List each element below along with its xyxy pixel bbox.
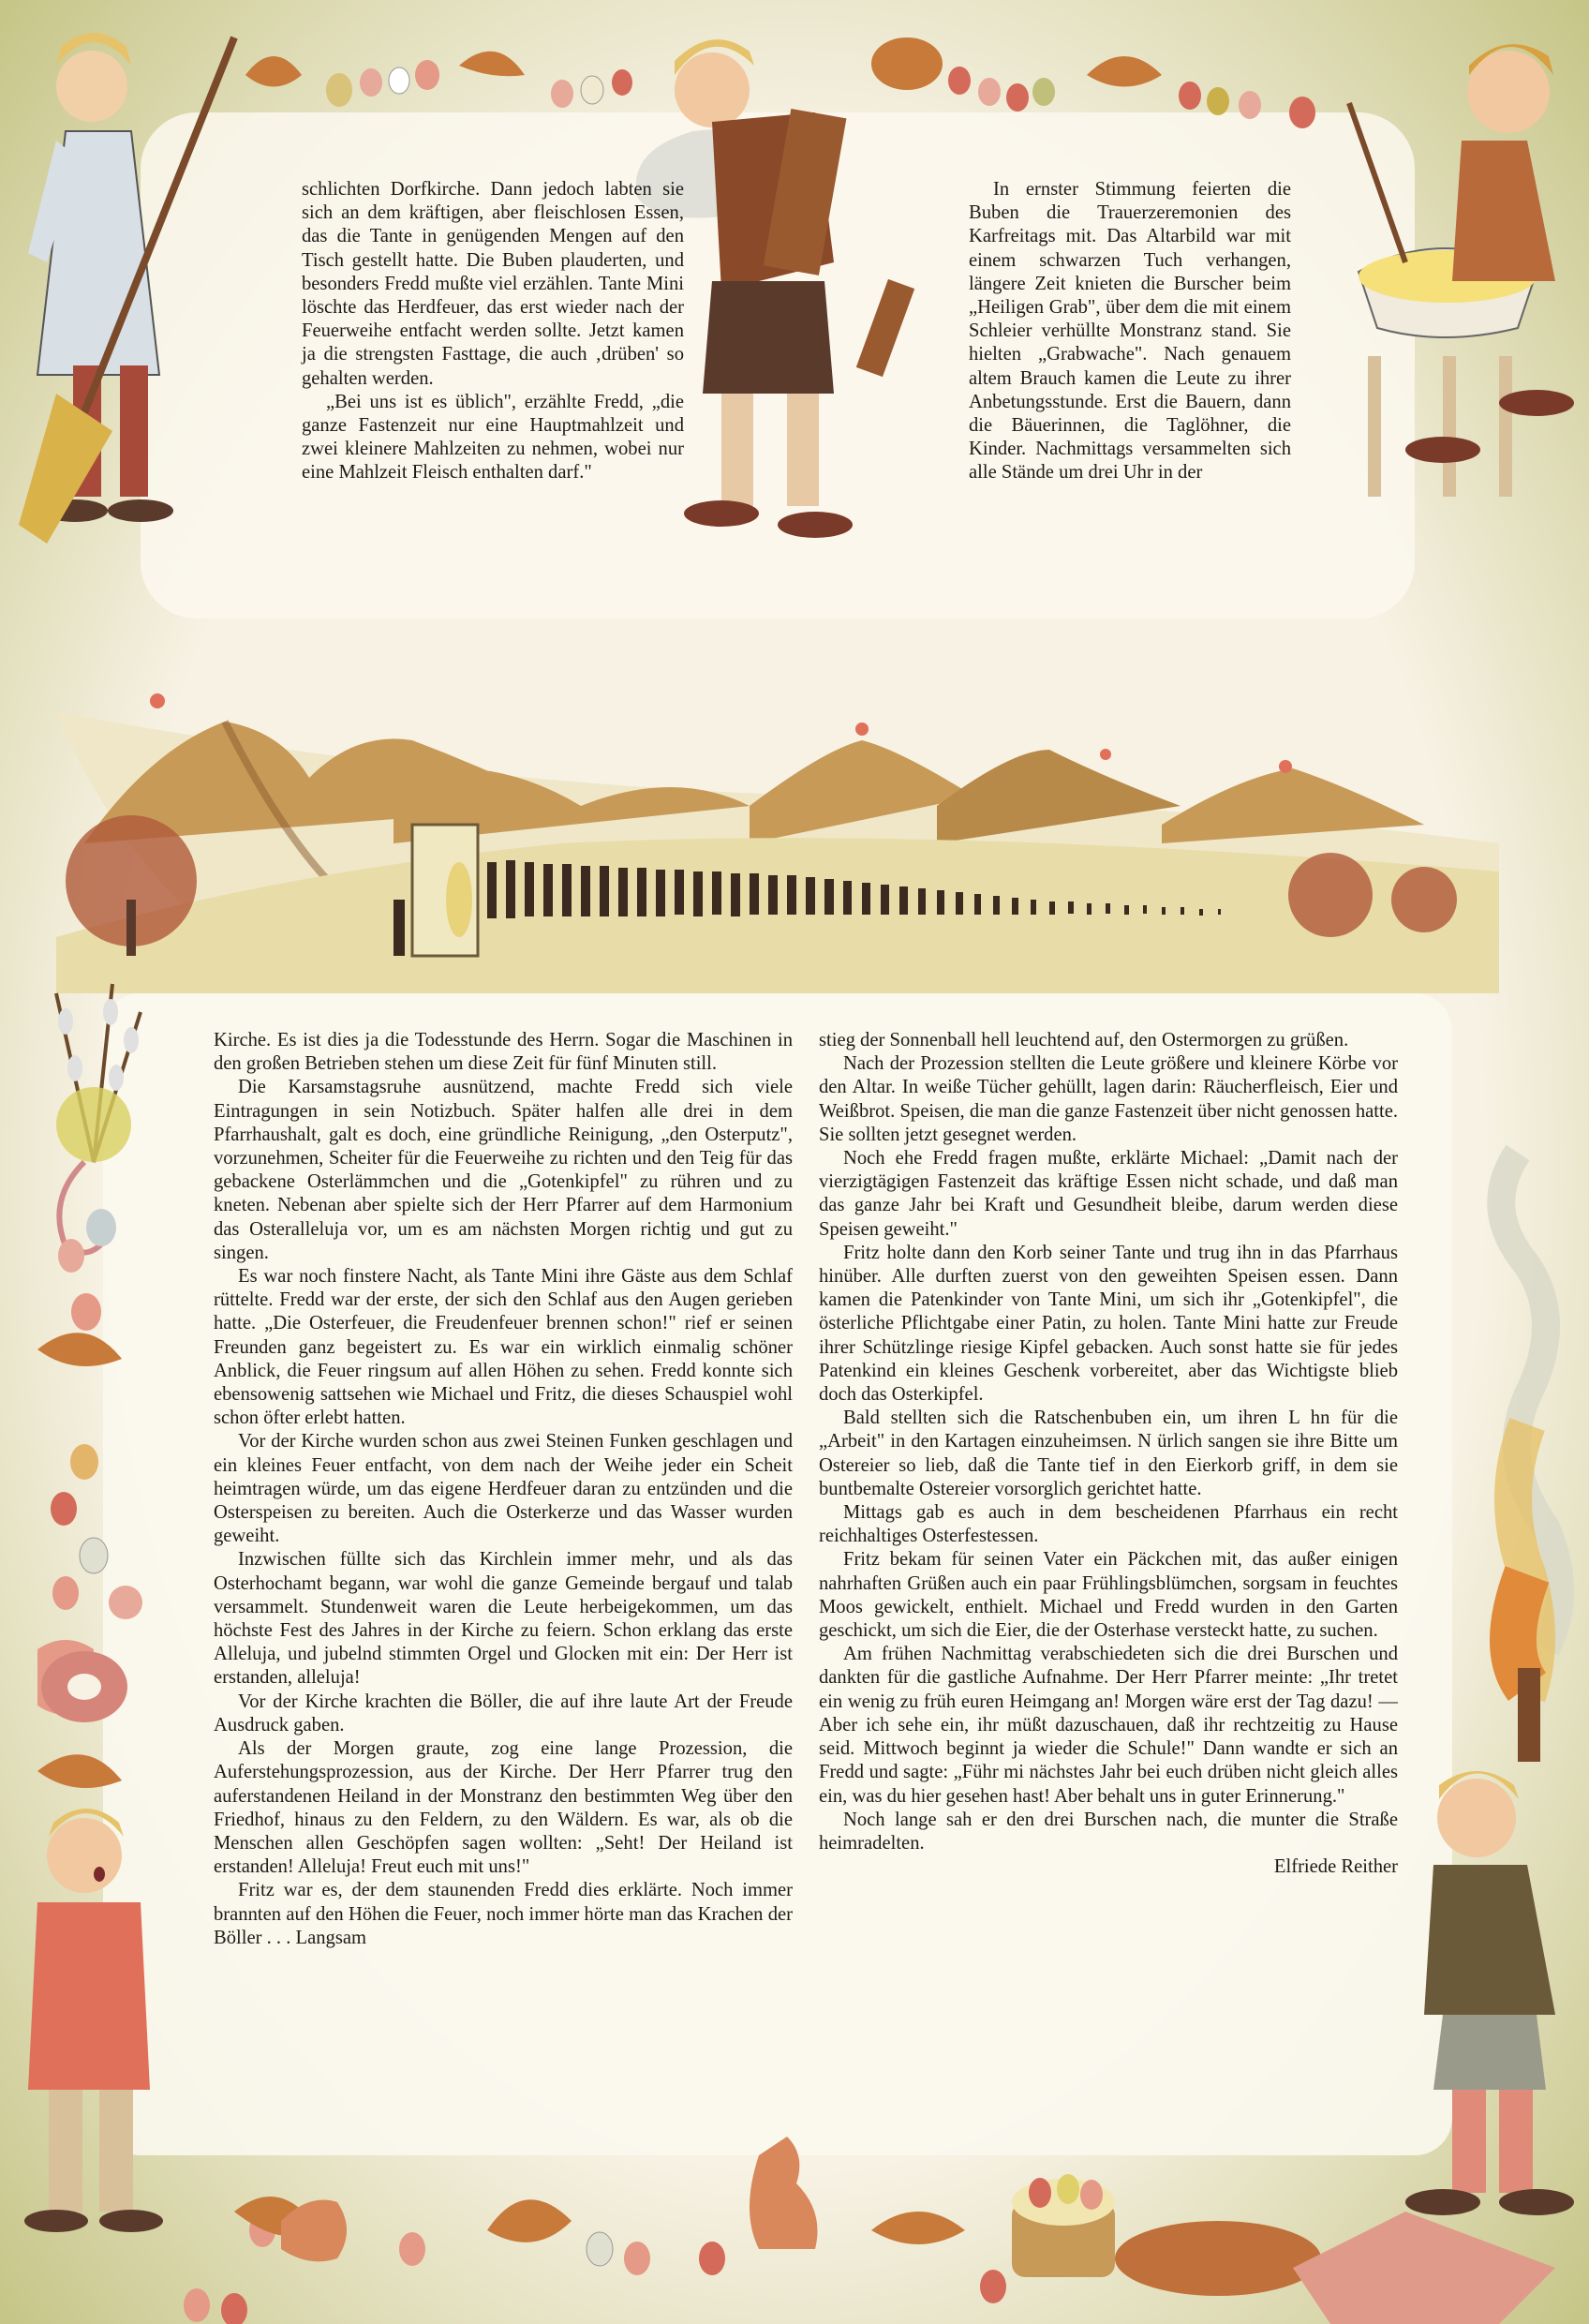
author-signature: Elfriede Reither [1273, 1856, 1398, 1878]
article-paragraph: Kirche. Es ist dies ja die Todesstunde des Herrn. Sogar die Maschinen in den großen Betrieben stehen um diese Zeit für fünf Minuten still. [214, 1030, 793, 1075]
article-paragraph: Fritz holte dann den Korb seiner Tante und trug ihn in das Pfarrhaus hinüber. Alle durften zuerst von den geweihten Speisen essen. Dann kamen die Patenkinder von Tante Mini, um sich ihr „Gotenkipfel", die österliche Pflichtgabe einer Patin, zu holen. Tante Mini hatte zur Freude ihrer Schützlinge riesige Kipfel gebacken. Auch sonst hatte sie für jedes Patenkind ein kleines Geschenk vorbereitet, aber das Wichtigste blieb doch das Osterkipfel. [819, 1242, 1398, 1406]
article-paragraph: Die Karsamstagsruhe ausnützend, machte Fredd sich viele Eintragungen in sein Notizbuch. Später halfen alle drei in dem Pfarrhaushalt, galt es doch, eine gründliche Reinigung, „den Osterputz", vorzunehmen, Scheiter für die Feuerweihe zu richten und den Teig für das gebackene Osterlämmchen und die „Gotenkipfel" zu rühren und zu kneten. Nebenan aber spielte sich der Herr Pfarrer auf dem Harmonium das Osteralleluja vor, um es am nächsten Morgen richtig und gut zu singen. [214, 1077, 793, 1263]
article-paragraph: Vor der Kirche wurden schon aus zwei Steinen Funken geschlagen und ein kleines Feuer entfacht, von dem nach der Weihe jeder ein Scheit heimtragen würde, um das eigene Herdfeuer daran zu entzünden und die Osterspeisen zu bereiten. Auch die Osterkerze und das Wasser wurden geweiht. [214, 1431, 793, 1547]
article-paragraph: stieg der Sonnenball hell leuchtend auf, den Ostermorgen zu grüßen. [819, 1030, 1349, 1050]
article-column-4-body [819, 1029, 1398, 1809]
article-paragraph: Als der Morgen graute, zog eine lange Prozession, die Auferstehungsprozession, aus der Kirche. Der Herr Pfarrer trug den auferstandenen Heiland in der Monstranz den bestimmten Weg über den Friedhof, hinaus zu den Feldern, zu den Wäldern. Es war, als ob die Menschen allen Geschöpfen sagen wollten: „Seht! Der Heiland ist erstanden! Alleluja! Freut euch mit uns!" [214, 1738, 793, 1878]
article-paragraph: Noch ehe Fredd fragen mußte, erklärte Michael: „Damit nach der vierzigtägigen Fastenzeit das kräftige Essen nicht schade, und daß man das ganze Jahr bei Kraft und Gesundheit bleibe, darum werden diese Speisen geweiht." [819, 1148, 1398, 1240]
article-paragraph: In ernster Stimmung feierten die Buben die Trauerzeremonien des Karfreitags mit. Das Altarbild war mit einem schwarzen Tuch verhangen, längere Zeit knieten die Burscher beim „Heiligen Grab", über dem die mit einem Schleier verhüllte Monstranz stand. Sie hielten „Grabwache". Nach genauem altem Brauch kamen die Leute zu ihrer Anbetungsstunde. Erst die Bauern, dann die Bäuerinnen, die Taglöhner, die Kinder. Nachmittags versammelten sich alle Stände um drei Uhr in der [969, 179, 1291, 484]
article-paragraph: Mittags gab es auch in dem bescheidenen Pfarrhaus ein recht reichhaltiges Osterfestessen. [819, 1502, 1398, 1547]
article-paragraph: Es war noch finstere Nacht, als Tante Mini ihre Gäste aus dem Schlaf rüttelte. Fredd war der erste, der sich den Schlaf aus den Augen gerieben hatte. „Die Osterfeuer, die Freudenfeuer brennen schon!" rief er seinen Freunden ganz begeistert zu. Es war ein wirklich einmalig schöner Anblick, die Feuer ringsum auf allen Höhen zu sehen. Fredd konnte sich ebensowenig sattsehen wie Michael und Fritz, die dieses Schauspiel wohl schon öfter erlebt hatten. [214, 1266, 793, 1429]
article-column-4 [819, 1029, 1398, 1879]
article-paragraph: Fritz war es, der dem staunenden Fredd dies erklärte. Noch immer brannten auf den Höhen die Feuer, noch immer hörte man das Krachen der Böller . . . Langsam [214, 1880, 793, 1948]
article-paragraph: Am frühen Nachmittag verabschiedeten sich die drei Burschen und dankten für die gastliche Aufnahme. Der Herr Pfarrer meinte: „Ihr tretet ein wenig zu früh euren Heimgang an! Morgen wäre erst der Tag dazu! — Aber ich sehe ein, ihr müßt dazuschauen, daß ihr rechtzeitig zu Hause seid. Mittwoch beginnt ja wieder die Schule!" Dann wandte er sich an Fredd und sagte: „Führ mi nächstes Jahr bei euch drüben nicht gleich alles ein, was du hier gesehen hast! Aber behalt uns in guter Erinnerung." [819, 1644, 1398, 1807]
article-column-2 [969, 178, 1291, 485]
article-column-3 [214, 1029, 793, 1950]
article-paragraph: schlichten Dorfkirche. Dann jedoch labten sie sich an dem kräftigen, aber fleischlosen Essen, das die Tante in genügenden Mengen auf den Tisch gestellt hatte. Die Buben plauderten, und besonders Fredd mußte viel erzählen. Tante Mini löschte das Herdfeuer, das erst wieder nach der Feuerweihe entfacht werden sollte. Jetzt kamen ja die strengsten Fasttage, die auch ‚drüben' so gehalten werden. [302, 179, 684, 389]
article-paragraph: „Bei uns ist es üblich", erzählte Fredd, „die ganze Fastenzeit nur eine Hauptmahlzeit und zwei kleinere Mahlzeiten zu nehmen, wobei nur eine Mahlzeit Fleisch enthalten darf." [302, 391, 684, 484]
article-paragraph: Fritz bekam für seinen Vater ein Päckchen mit, das außer einigen nahrhaften Grüßen auch ein paar Frühlingsblümchen, sorgsam in feuchtes Moos gewickelt, enthielt. Michael und Fredd wurden in den Garten geschickt, um sich die Eier, die der Osterhase versteckt hatte, zu suchen. [819, 1549, 1398, 1642]
article-closing-paragraph [819, 1809, 1398, 1855]
article-paragraph: Inzwischen füllte sich das Kirchlein immer mehr, und als das Osterhochamt begann, war wohl die ganze Gemeinde bergauf und talab versammelt. Stundenweit waren die Leute herbeigekommen, um das höchste Fest des Jahres in der Kirche zu feiern. Schon erklang das erste Alleluja, und jubelnd stimmten Orgel und Glocken mit ein: Der Herr ist erstanden, alleluja! [214, 1549, 793, 1689]
article-paragraph: Vor der Kirche krachten die Böller, die auf ihre laute Art der Freude Ausdruck gaben. [214, 1691, 793, 1736]
article-paragraph: Nach der Prozession stellten die Leute größere und kleinere Körbe vor den Altar. In weiße Tücher gehüllt, lagen darin: Räucherfleisch, Eier und Weißbrot. Speisen, die man die ganze Fastenzeit über nicht genossen hatte. Sie sollten jetzt gesegnet werden. [819, 1053, 1398, 1145]
article-column-1 [302, 178, 684, 485]
closing-text: Noch lange sah er den drei Burschen nach, die munter die Straße heimradelten. [819, 1809, 1398, 1854]
article-paragraph: Bald stellten sich die Ratschenbuben ein, um ihren L hn für die „Arbeit" in den Kartagen einzuheimsen. N ürlich sangen sie ihre Bitte um Ostereier so lieb, daß die Tante tief in den Eierkorb griff, in dem sie buntbemalte Ostereier vorsorglich gerichtet hatte. [819, 1408, 1398, 1499]
